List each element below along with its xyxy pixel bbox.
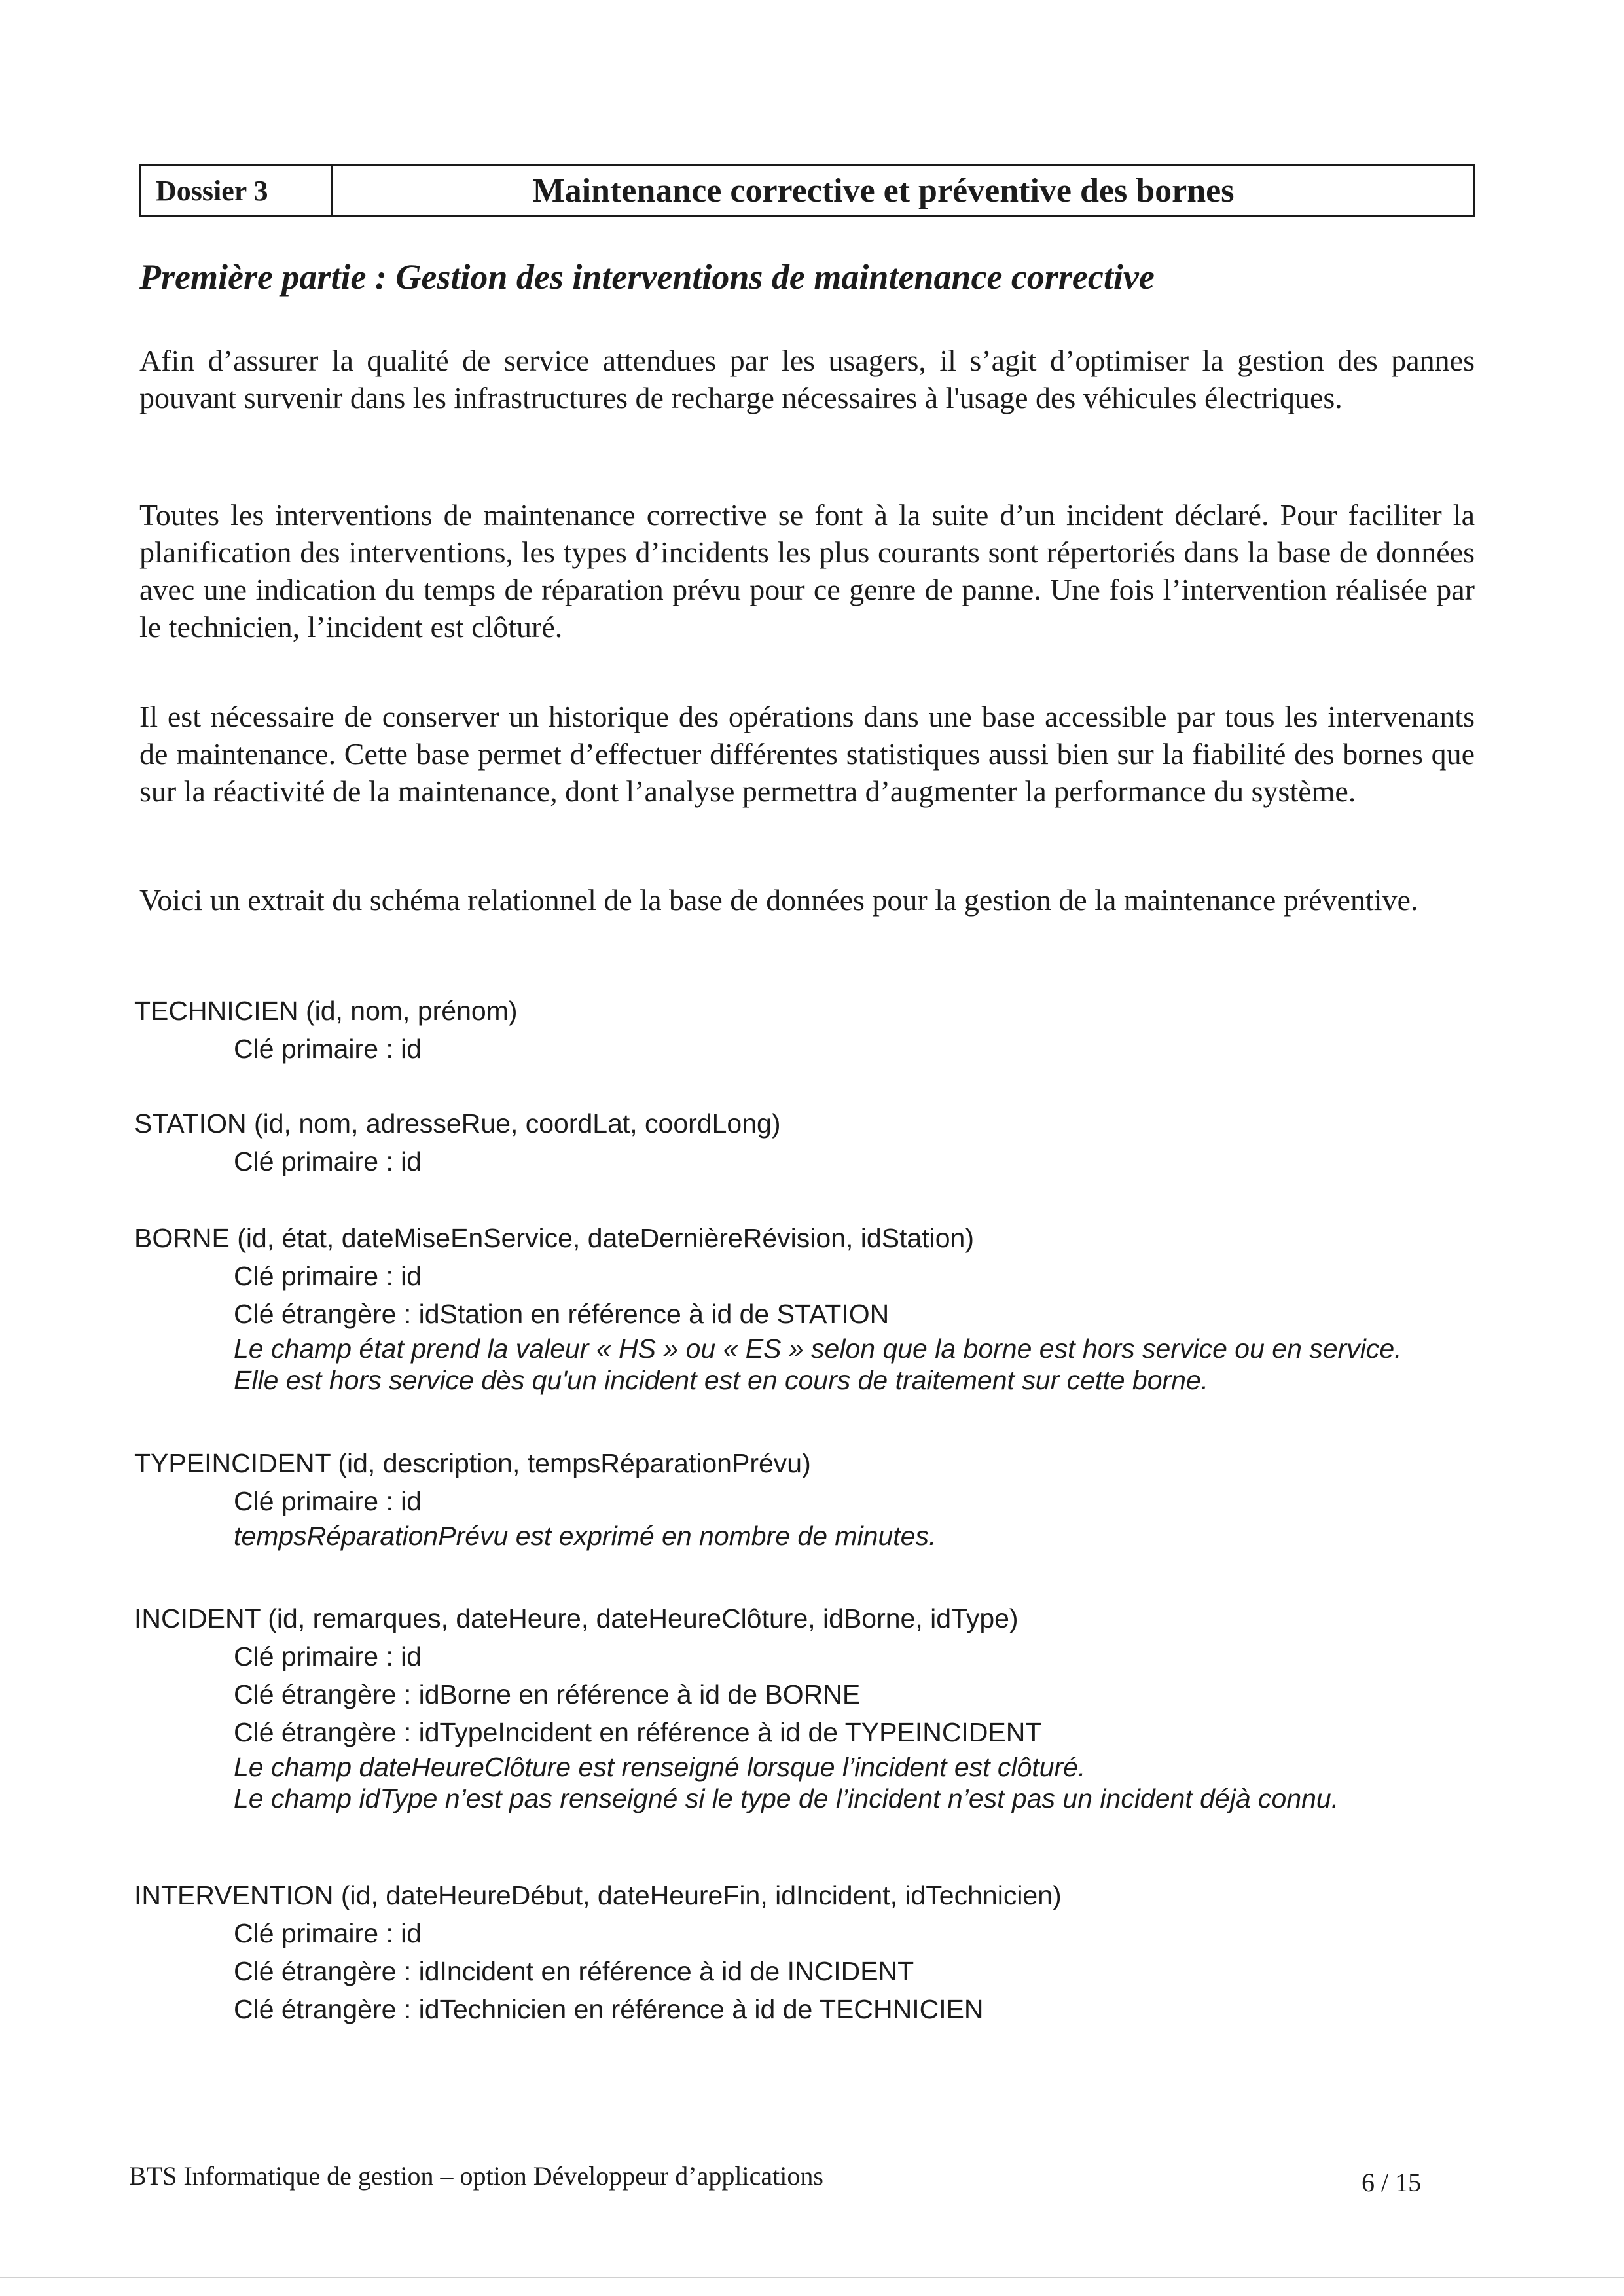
primary-key: Clé primaire : id: [234, 1261, 422, 1291]
schema-station: [134, 1104, 1483, 1180]
dossier-label: Dossier 3: [141, 166, 333, 215]
foreign-key: Clé étrangère : idStation en référence à id de STATION: [234, 1299, 890, 1329]
foreign-key: Clé étrangère : idTechnicien en référence à id de TECHNICIEN: [234, 1994, 984, 2024]
primary-key: Clé primaire : id: [234, 1918, 422, 1948]
schema-typeincident: [134, 1444, 1483, 1552]
footer-divider: [0, 2277, 1624, 2278]
foreign-key: Clé étrangère : idBorne en référence à id de BORNE: [234, 1679, 861, 1709]
field-note: Elle est hors service dès qu'un incident est en cours de traitement sur cette borne.: [234, 1365, 1209, 1395]
primary-key: Clé primaire : id: [234, 1486, 422, 1516]
schema-borne: [134, 1219, 1483, 1396]
relation-definition: INTERVENTION (id, dateHeureDébut, dateHeureFin, idIncident, idTechnicien): [134, 1880, 1062, 1910]
paragraph-schema-intro: Voici un extrait du schéma relationnel de la base de données pour la gestion de la maintenance préventive.: [139, 883, 1418, 917]
paragraph-historique: Il est nécessaire de conserver un historique des opérations dans une base accessible par tous les intervenants de maintenance. Cette base permet d’effectuer différentes statistiques aussi bien sur la fiabilité des bornes que sur la réactivité de la maintenance, dont l’analyse permettra d’augmenter la performance du système.: [139, 700, 1475, 808]
field-note: Le champ état prend la valeur « HS » ou « ES » selon que la borne est hors service ou en service.: [234, 1334, 1402, 1364]
foreign-key: Clé étrangère : idIncident en référence à id de INCIDENT: [234, 1956, 914, 1986]
footer-course: BTS Informatique de gestion – option Développeur d’applications: [129, 2161, 823, 2191]
paragraph-interventions: Toutes les interventions de maintenance corrective se font à la suite d’un incident déclaré. Pour faciliter la planification des interventions, les types d’incidents les plus courants sont répertoriés dans la base de données avec une indication du temps de réparation prévu pour ce genre de panne. Une fois l’intervention réalisée par le technicien, l’incident est clôturé.: [139, 498, 1475, 644]
schema-incident: [134, 1599, 1483, 1814]
relation-definition: TECHNICIEN (id, nom, prénom): [134, 996, 518, 1026]
part-title: Première partie : Gestion des interventions de maintenance corrective: [139, 257, 1155, 297]
field-note: Le champ dateHeureClôture est renseigné lorsque l’incident est clôturé.: [234, 1752, 1086, 1782]
foreign-key: Clé étrangère : idTypeIncident en référence à id de TYPEINCIDENT: [234, 1717, 1042, 1747]
paragraph-intro: Afin d’assurer la qualité de service attendues par les usagers, il s’agit d’optimiser la gestion des pannes pouvant survenir dans les infrastructures de recharge nécessaires à l'usage des véhicules électriques.: [139, 344, 1475, 414]
field-note: Le champ idType n’est pas renseigné si le type de l’incident n’est pas un incident déjà connu.: [234, 1783, 1339, 1813]
schema-technicien: [134, 992, 1483, 1068]
relation-definition: BORNE (id, état, dateMiseEnService, dateDernièreRévision, idStation): [134, 1223, 974, 1253]
relation-definition: STATION (id, nom, adresseRue, coordLat, coordLong): [134, 1108, 781, 1139]
section-title: Maintenance corrective et préventive des bornes: [532, 172, 1235, 210]
relation-definition: TYPEINCIDENT (id, description, tempsRéparationPrévu): [134, 1448, 811, 1478]
page-number: 6 / 15: [1362, 2168, 1422, 2197]
field-note: tempsRéparationPrévu est exprimé en nombre de minutes.: [234, 1521, 937, 1551]
primary-key: Clé primaire : id: [234, 1641, 422, 1671]
relation-definition: INCIDENT (id, remarques, dateHeure, dateHeureClôture, idBorne, idType): [134, 1603, 1019, 1633]
schema-intervention: [134, 1876, 1483, 2028]
primary-key: Clé primaire : id: [234, 1146, 422, 1176]
section-header: [139, 164, 1475, 217]
primary-key: Clé primaire : id: [234, 1034, 422, 1064]
